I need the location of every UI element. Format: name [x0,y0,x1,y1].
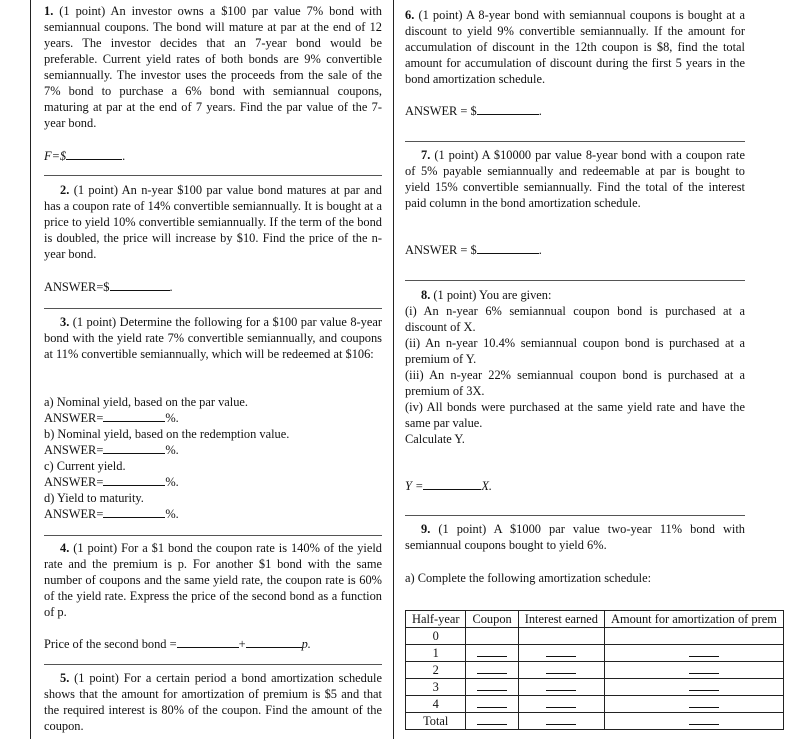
part-a-answer [44,410,382,426]
problem-7 [405,147,745,211]
answer-field-6[interactable] [477,103,539,115]
answer-field-3d[interactable] [103,506,165,518]
header-coupon: Coupon [466,611,518,628]
input-blank[interactable] [477,715,507,725]
header-half-year: Half-year [406,611,466,628]
plus-sign: + [238,637,246,651]
problem-1-answer [44,148,125,164]
cell [605,679,784,696]
part-d-answer [44,506,382,522]
answer-field-4a[interactable] [177,636,239,648]
part-a-label: a) Nominal yield, based on the par value. [44,395,249,409]
problem-5 [44,670,382,734]
problem-5-number: 5. [60,671,70,685]
answer-field-2[interactable] [110,279,170,291]
cell [466,696,518,713]
row-label: 1 [406,645,466,662]
divider [405,280,745,281]
problem-5-text: (1 point) For a certain period a bond amortization schedule shows that the amount for amortization of premium is $5 and that the required interest is 80% of the coupon. Find the amount of the coupon. [44,671,382,733]
cell [518,679,604,696]
problem-3 [44,314,382,362]
input-blank[interactable] [689,698,719,708]
divider [44,175,382,176]
table-row [406,713,784,730]
problem-9-part-a: a) Complete the following amortization schedule: [405,571,652,585]
table-header-row [406,611,784,628]
input-blank[interactable] [546,698,576,708]
cell [466,662,518,679]
problem-1-number: 1. [44,4,54,18]
problem-4-answer [44,636,311,652]
input-blank[interactable] [477,647,507,657]
table-row [406,696,784,713]
row-label: 3 [406,679,466,696]
cell [518,645,604,662]
row-label: 0 [406,628,466,645]
answer-label: ANSWER= [44,507,104,521]
answer-label: ANSWER=$ [44,280,110,294]
problem-9-text: (1 point) A $1000 par value two-year 11% bond with semiannual coupons bought to yield 6%. [405,522,745,552]
problem-1-text: (1 point) An investor owns a $100 par value 7% bond with semiannual coupons. The bond will mature at par at the end of 12 years. The investor decides that an 7-year bond would be preferable. Current yield rates of both bonds are 9% convertible semiannually. The investor uses the proceeds from the sale of the 7% bond to purchase a 6% bond with semiannual coupons, maturing at par at the end of 7 years. Find the par value of the 7-year bond. [44,4,382,130]
answer-field-3c[interactable] [103,474,165,486]
problem-8-answer [405,478,492,494]
answer-label: Y = [405,479,424,493]
cell [466,679,518,696]
part-d-label: d) Yield to maturity. [44,491,144,505]
cell [518,628,604,645]
given-item-i: (i) An n-year 6% semiannual coupon bond is purchased at a discount of X. [405,304,745,334]
problem-2-text: (1 point) An n-year $100 par value bond matures at par and has a coupon rate of 14% convertible semiannually. It is bought at a price to yield 10% convertible semiannually. If the term of the bond is doubled, the price will increase by $10. Find the price of the n-year bond. [44,183,382,261]
problem-6-text: (1 point) A 8-year bond with semiannual coupons is bought at a discount to yield 9% convertible semiannually. If the amount for accumulation of discount in the 12th coupon is $8, find the total amount for accumulation of discount during the first 5 years in the bond amortization schedule. [405,8,745,86]
input-blank[interactable] [689,681,719,691]
input-blank[interactable] [477,664,507,674]
problem-7-number: 7. [421,148,431,162]
input-blank[interactable] [477,698,507,708]
problem-4-text: (1 point) For a $1 bond the coupon rate is 140% of the yield rate and the premium is p. For another $1 bond with the same number of coupons and the same yield rate, the coupon rate is 60% of the yield rate. Express the price of the second bond as a function of p. [44,541,382,619]
problem-7-answer [405,242,542,258]
answer-suffix: %. [165,507,179,521]
given-item-iii: (iii) An n-year 22% semiannual coupon bond is purchased at a premium of 3X. [405,368,745,398]
answer-label: F=$ [44,149,67,163]
part-b-label: b) Nominal yield, based on the redemption value. [44,427,290,441]
answer-suffix: p. [301,637,311,651]
input-blank[interactable] [689,664,719,674]
part-b-answer [44,442,382,458]
problem-3-number: 3. [60,315,70,329]
divider [405,141,745,142]
answer-suffix: %. [165,411,179,425]
cell [605,696,784,713]
problem-2-number: 2. [60,183,70,197]
cell [605,713,784,730]
header-amortization: Amount for amortization of prem [605,611,784,628]
problem-6-number: 6. [405,8,415,22]
cell [518,713,604,730]
amortization-table [405,610,784,730]
answer-suffix: %. [165,475,179,489]
table-row [406,628,784,645]
problem-4-number: 4. [60,541,70,555]
divider [405,515,745,516]
answer-suffix: . [538,243,542,257]
table-row [406,662,784,679]
cell [518,696,604,713]
problem-4 [44,540,382,620]
input-blank[interactable] [689,715,719,725]
cell [605,662,784,679]
input-blank[interactable] [689,647,719,657]
row-label-total: Total [406,713,466,730]
input-blank[interactable] [477,681,507,691]
input-blank[interactable] [546,681,576,691]
cell [466,628,518,645]
answer-label: ANSWER = $ [405,104,477,118]
cell [605,645,784,662]
header-interest-earned: Interest earned [518,611,604,628]
part-c-label: c) Current yield. [44,459,126,473]
part-c-answer [44,474,382,490]
answer-suffix: . [169,280,173,294]
column-divider [393,0,394,739]
problem-7-text: (1 point) A $10000 par value 8-year bond with a coupon rate of 5% payable semiannually and redeemable at par is bought to yield 15% convertible semiannually. Find the total of the interest paid column in the bond amortization schedule. [405,148,745,210]
row-label: 2 [406,662,466,679]
divider [44,664,382,665]
input-blank[interactable] [546,647,576,657]
problem-6 [405,7,745,87]
problem-9-number: 9. [421,522,431,536]
table-row [406,645,784,662]
problem-6-answer [405,103,542,119]
problem-8-calc: Calculate Y. [405,432,465,446]
answer-label: ANSWER= [44,475,104,489]
answer-field-3a[interactable] [103,410,165,422]
answer-suffix: . [122,149,126,163]
given-item-ii: (ii) An n-year 10.4% semiannual coupon bond is purchased at a premium of Y. [405,336,745,366]
answer-label: ANSWER= [44,443,104,457]
problem-1 [44,3,382,131]
given-item-iv: (iv) All bonds were purchased at the same yield rate and have the same par value. [405,400,745,430]
input-blank[interactable] [546,664,576,674]
answer-field-3b[interactable] [103,442,165,454]
input-blank[interactable] [546,715,576,725]
problem-8-intro: (1 point) You are given: [433,288,552,302]
answer-field-4b[interactable] [246,636,302,648]
cell [466,645,518,662]
answer-suffix: %. [165,443,179,457]
row-label: 4 [406,696,466,713]
answer-field-8[interactable] [423,478,481,490]
problem-2 [44,182,382,262]
table-row [406,679,784,696]
problem-8 [405,287,745,447]
answer-field-7[interactable] [477,242,539,254]
answer-suffix: X. [481,479,493,493]
problem-2-answer [44,279,173,295]
answer-label: Price of the second bond = [44,637,177,651]
divider [44,308,382,309]
problem-9 [405,521,745,553]
divider [44,535,382,536]
answer-suffix: . [538,104,542,118]
problem-8-number: 8. [421,288,431,302]
left-border [30,0,31,739]
problem-3-text: (1 point) Determine the following for a $100 par value 8-year bond with the yield rate 7% convertible semiannually, and coupons at 11% convertible semiannually, which will be redeemed at $106: [44,315,382,361]
answer-label: ANSWER= [44,411,104,425]
answer-label: ANSWER = $ [405,243,477,257]
answer-field-1[interactable] [66,148,122,160]
cell [518,662,604,679]
problem-3-parts [44,394,382,522]
cell [466,713,518,730]
cell [605,628,784,645]
amortization-table-clip [405,610,805,739]
